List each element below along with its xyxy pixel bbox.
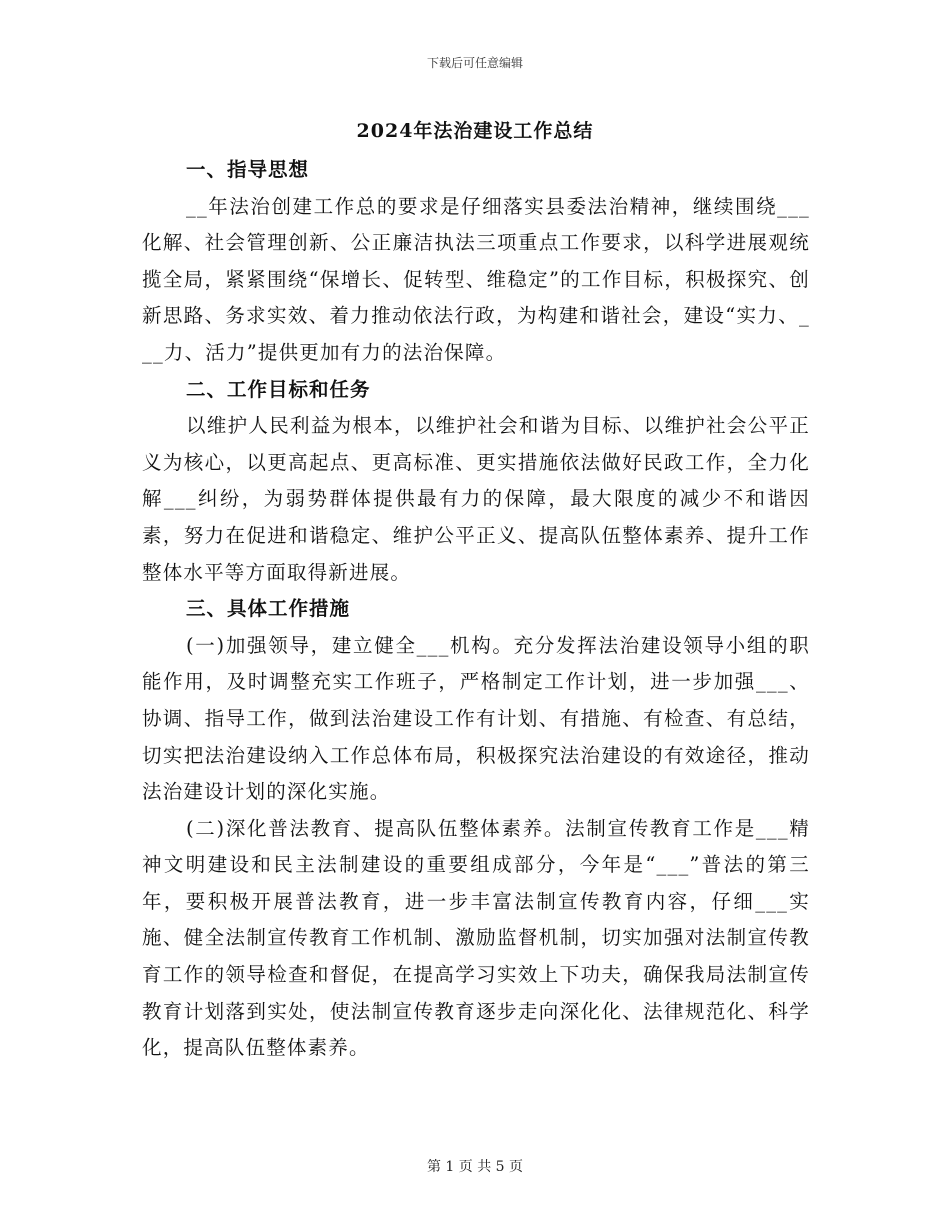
paragraph: (一)加强领导，建立健全___机构。充分发挥法治建设领导小组的职能作用，及时调整充实工作班子，严格制定工作计划，进一步加强___、协调、指导工作，做到法治建设工作有计划、有措施、有检查、有总结，切实把法治建设纳入工作总体布局，积极探究法治建设的有效途径，推动法治建设计划的深化实施。 — [142, 633, 810, 804]
section-guiding-thought — [142, 152, 810, 372]
section-heading: 一、指导思想 — [186, 158, 310, 181]
section-goals-and-tasks — [142, 372, 810, 592]
paragraph: 以维护人民利益为根本，以维护社会和谐为目标、以维护社会公平正义为核心，以更高起点、更高标准、更实措施依法做好民政工作，全力化解___纠纷，为弱势群体提供最有力的保障，最大限度的减少不和谐因素，努力在促进和谐稳定、维护公平正义、提高队伍整体素养、提升工作整体水平等方面取得新进展。 — [142, 414, 810, 584]
paragraph: (二)深化普法教育、提高队伍整体素养。法制宣传教育工作是___精神文明建设和民主法制建设的重要组成部分，今年是“___”普法的第三年，要积极开展普法教育，进一步丰富法制宣传教育内容，仔细___实施、健全法制宣传教育工作机制、激励监督机制，切实加强对法制宣传教育工作的领导检查和督促，在提高学习实效上下功夫，确保我局法制宣传教育计划落到实处，使法制宣传教育逐步走向深化化、法律规范化、科学化，提高队伍整体素养。 — [142, 816, 810, 1060]
section-specific-measures — [142, 591, 810, 1067]
paragraph: __年法治创建工作总的要求是仔细落实县委法治精神，继续围绕___化解、社会管理创新、公正廉洁执法三项重点工作要求，以科学进展观统揽全局，紧紧围绕“保增长、促转型、维稳定”的工作目标，积极探究、创新思路、务求实效、着力推动依法行政，为构建和谐社会，建设“实力、___力、活力”提供更加有力的法治保障。 — [142, 194, 810, 364]
document-title: 2024年法治建设工作总结 — [356, 120, 594, 142]
section-heading: 二、工作目标和任务 — [186, 377, 371, 401]
document-body — [142, 152, 810, 1067]
section-heading: 三、具体工作措施 — [186, 597, 351, 621]
page-footer: 第 1 页 共 5 页 — [426, 1159, 524, 1175]
header-note: 下载后可任意编辑 — [426, 56, 523, 70]
